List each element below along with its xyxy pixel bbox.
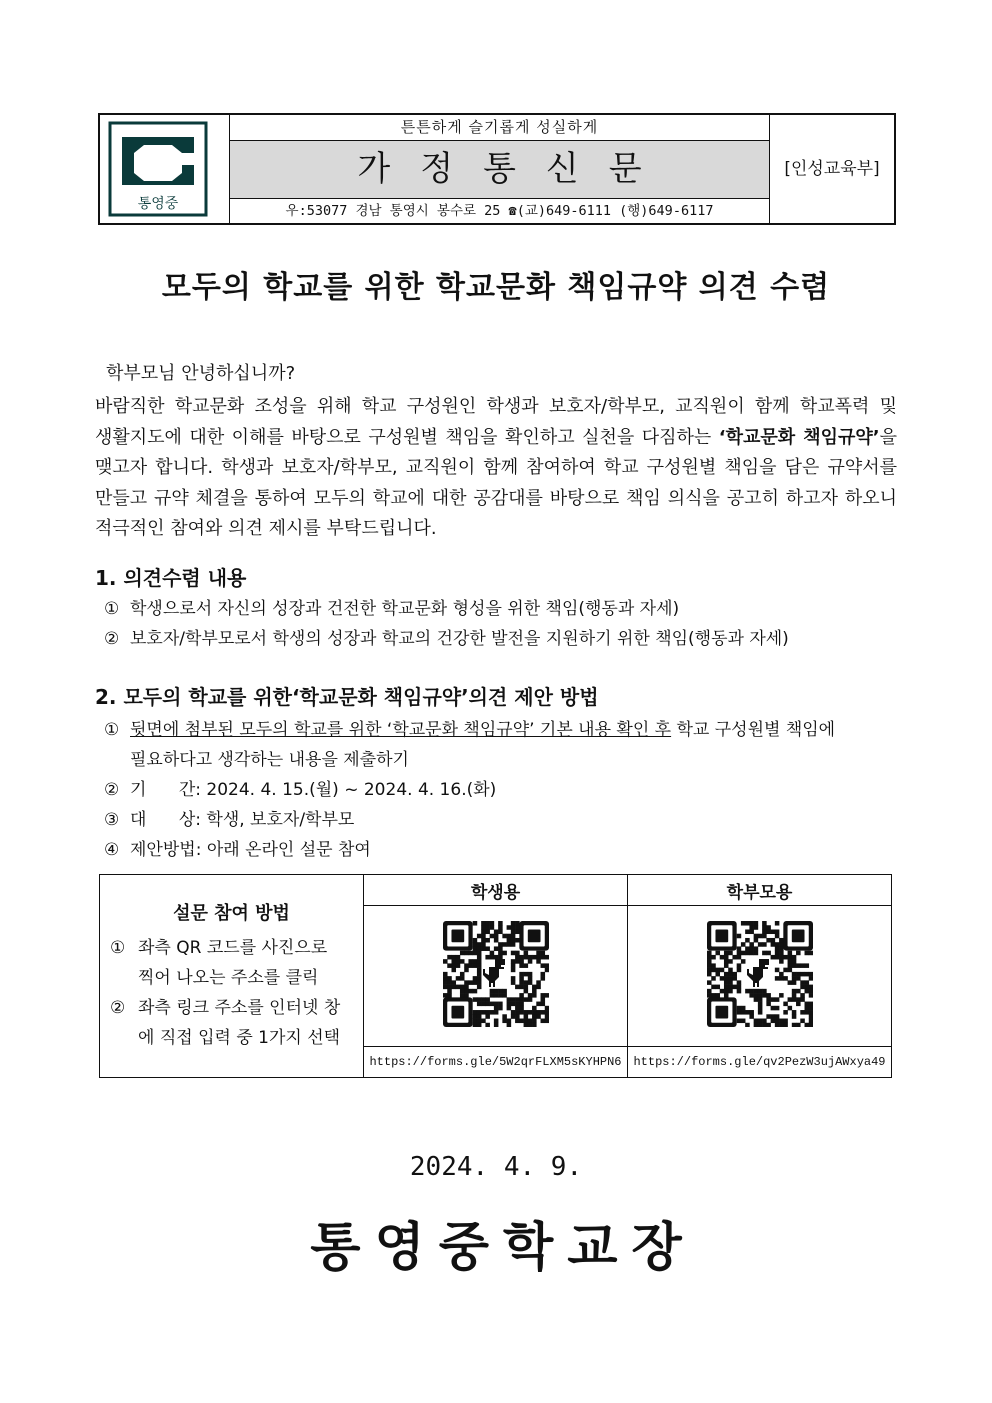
section-1-title: 1. 의견수렴 내용 <box>95 566 247 590</box>
student-qr-cell <box>364 906 628 1047</box>
survey-howto-step-2: ② 좌측 링크 주소를 인터넷 창 <box>110 998 341 1018</box>
newsletter-title: 가정통신문 <box>230 141 769 199</box>
student-survey-link[interactable]: https://forms.gle/5W2qrFLXM5sKYHPN6 <box>364 1047 628 1078</box>
section-1-item-1: ① 학생으로서 자신의 성장과 건전한 학교문화 형성을 위한 책임(행동과 자세) <box>104 599 680 619</box>
parent-survey-link[interactable]: https://forms.gle/qv2PezW3ujAWxya49 <box>628 1047 892 1078</box>
section-2-item-1-cont: 필요하다고 생각하는 내용을 제출하기 <box>130 750 409 770</box>
parent-qr-code-icon[interactable] <box>707 921 813 1027</box>
section-2-title: 2. 모두의 학교를 위한‘학교문화 책임규약’의견 제안 방법 <box>95 685 599 709</box>
department-label: [인성교육부] <box>784 159 880 179</box>
body-text-2: 을 맺고자 합니다. 학생과 보호자/학부모, 교직원이 함께 참여하여 학교 구성원별 책임을 담은 규약서를 만들고 규약 체결을 통하여 모두의 학교에 대한 공감대를 바탕으로 책임 의식을 공고히 하고자 하오니 적극적인 참여와 의견 제시를 부탁드립니다. <box>95 426 897 539</box>
survey-howto-step-2-cont: 에 직접 입력 중 1가지 선택 <box>138 1028 341 1048</box>
parent-qr-cell <box>628 906 892 1047</box>
body-paragraph <box>95 392 897 545</box>
principal-signature: 통영중학교장 <box>310 1217 696 1278</box>
survey-howto-step-1: ① 좌측 QR 코드를 사진으로 <box>110 938 328 958</box>
issue-date: 2024. 4. 9. <box>409 1152 583 1182</box>
greeting: 학부모님 안녕하십니까? <box>106 363 296 384</box>
svg-text:통영중: 통영중 <box>137 196 179 212</box>
survey-howto-title: 설문 참여 방법 <box>173 903 290 924</box>
header-middle <box>230 115 770 223</box>
document-title: 모두의 학교를 위한 학교문화 책임규약 의견 수렴 <box>161 270 831 305</box>
section-2-item-1: ① 뒷면에 첨부된 모두의 학교를 위한 ‘학교문화 책임규약’ 기본 내용 확인 후 학교 구성원별 책임에 <box>104 720 836 740</box>
section-1-item-2: ② 보호자/학부모로서 학생의 성장과 학교의 건강한 발전을 지원하기 위한 책임(행동과 자세) <box>104 629 789 649</box>
body-emphasis: ‘학교문화 책임규약’ <box>718 426 880 448</box>
school-logo-icon <box>100 115 228 221</box>
survey-table <box>99 874 892 1078</box>
header-box <box>98 113 896 225</box>
school-slogan: 튼튼하게 슬기롭게 성실하게 <box>230 115 769 141</box>
school-address: 우:53077 경남 통영시 봉수로 25 ☎(교)649-6111 (행)649-6117 <box>285 203 714 219</box>
body-text-1: 바람직한 학교문화 조성을 위해 학교 구성원인 학생과 보호자/학부모, 교직원이 함께 학교폭력 및 생활지도에 대한 이해를 바탕으로 구성원별 책임을 확인하고 실천을 다짐하는 <box>95 396 897 448</box>
student-qr-code-icon[interactable] <box>443 921 549 1027</box>
parent-column-header: 학부모용 <box>628 875 892 906</box>
section-2-item-4: ④ 제안방법: 아래 온라인 설문 참여 <box>104 840 371 860</box>
section-2-item-3: ③ 대 상: 학생, 보호자/학부모 <box>104 810 355 830</box>
section-2-item-2: ② 기 간: 2024. 4. 15.(월) ~ 2024. 4. 16.(화) <box>104 780 497 800</box>
school-logo <box>100 115 230 223</box>
student-column-header: 학생용 <box>364 875 628 906</box>
survey-howto-step-1-cont: 찍어 나오는 주소를 클릭 <box>138 968 319 988</box>
survey-howto-cell <box>100 875 364 1078</box>
